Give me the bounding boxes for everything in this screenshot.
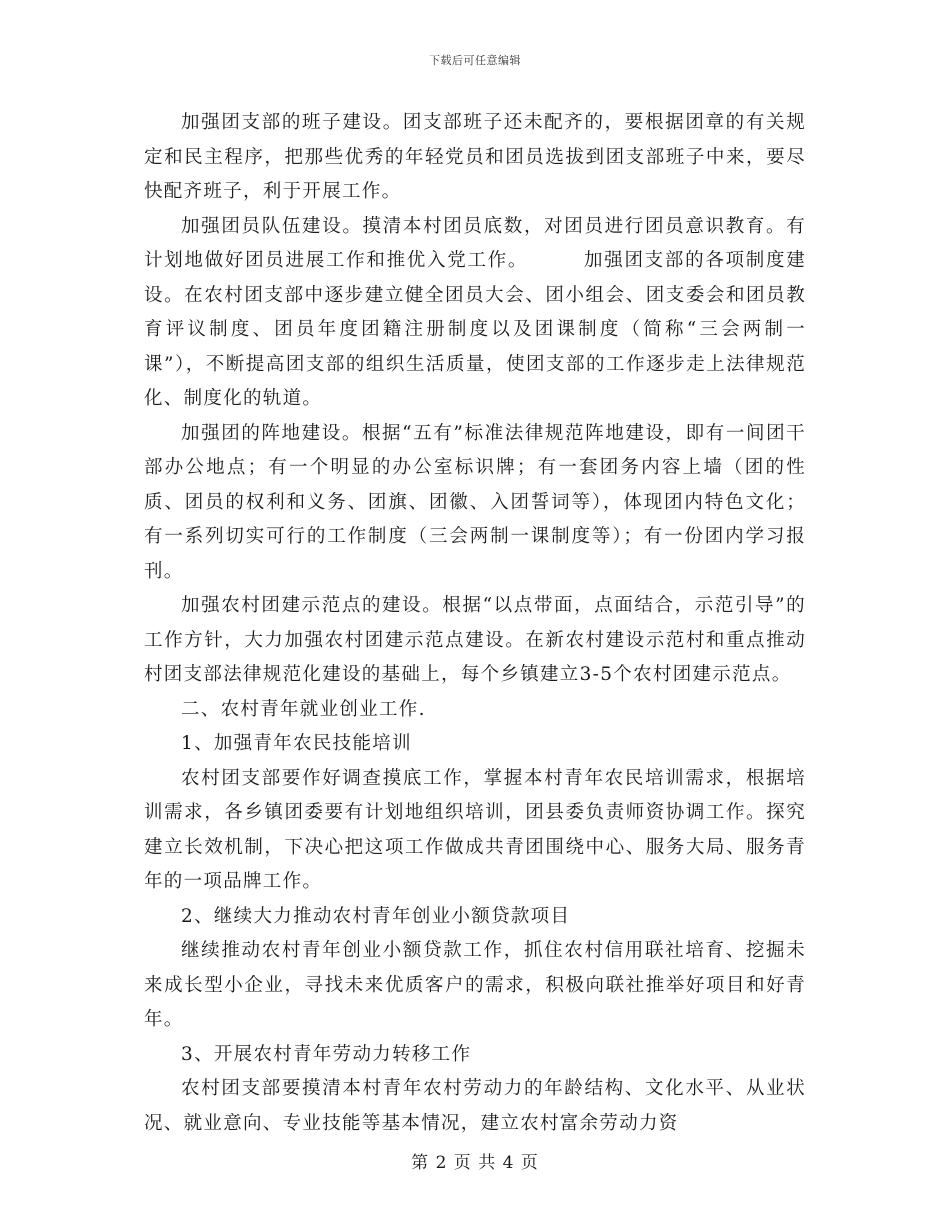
page-number-footer: 第 2 页 共 4 页 xyxy=(411,1153,539,1173)
paragraph-member-team: 加强团员队伍建设。摸清本村团员底数，对团员进行团员意识教育。有计划地做好团员进展工作和推优入党工作。 xyxy=(144,215,806,271)
paragraph-microloan: 继续推动农村青年创业小额贷款工作，抓住农村信用联社培育、挖掘未来成长型小企业，寻找未来优质客户的需求，积极向联社推举好项目和好青年。 xyxy=(144,940,806,1030)
paragraph-position-building: 加强团的阵地建设。根据“五有”标准法律规范阵地建设，即有一间团干部办公地点；有一个明显的办公室标识牌；有一套团务内容上墙（团的性质、团员的权利和义务、团旗、团徽、入团誓词等），体现团内特色文化；有一系列切实可行的工作制度（三会两制一课制度等）；有一份团内学习报刊。 xyxy=(144,422,806,582)
paragraph-demonstration-sites: 加强农村团建示范点的建设。根据“以点带面，点面结合，示范引导”的工作方针，大力加强农村团建示范点建设。在新农村建设示范村和重点推动村团支部法律规范化建设的基础上，每个乡镇建立3-5个农村团建示范点。 xyxy=(144,595,806,685)
document-body xyxy=(144,106,806,1141)
section-heading-employment: 二、农村青年就业创业工作. xyxy=(181,698,426,720)
subheading-skills-training: 1、加强青年农民技能培训 xyxy=(181,733,412,754)
paragraph-team-leadership: 加强团支部的班子建设。团支部班子还未配齐的，要根据团章的有关规定和民主程序，把那些优秀的年轻党员和团员选拔到团支部班子中来，要尽快配齐班子，利于开展工作。 xyxy=(144,112,806,202)
page-header: 下载后可任意编辑 xyxy=(429,54,521,67)
paragraph-system-building: 加强团支部的各项制度建设。在农村团支部中逐步建立健全团员大会、团小组会、团支委会和团员教育评议制度、团员年度团籍注册制度以及团课制度（简称“三会两制一课”），不断提高团支部的组织生活质量，使团支部的工作逐步走上法律规范化、制度化的轨道。 xyxy=(144,250,806,409)
paragraph-member-and-system xyxy=(144,210,806,417)
paragraph-skills-training: 农村团支部要作好调查摸底工作，掌握本村青年农民培训需求，根据培训需求，各乡镇团委要有计划地组织培训，团县委负责师资协调工作。探究建立长效机制，下决心把这项工作做成共青团围绕中心、服务大局、服务青年的一项品牌工作。 xyxy=(144,767,806,892)
subheading-microloan: 2、继续大力推动农村青年创业小额贷款项目 xyxy=(181,905,571,927)
paragraph-labor-transfer: 农村团支部要摸清本村青年农村劳动力的年龄结构、文化水平、从业状况、就业意向、专业技能等基本情况，建立农村富余劳动力资 xyxy=(144,1078,806,1134)
subheading-labor-transfer: 3、开展农村青年劳动力转移工作 xyxy=(181,1043,472,1065)
